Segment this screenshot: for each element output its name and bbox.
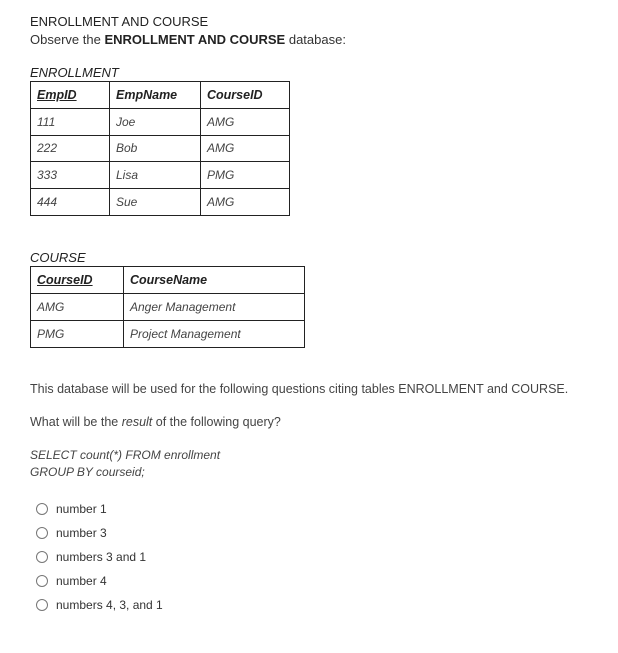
- table-cell: AMG: [31, 294, 124, 321]
- table-header-row: [31, 82, 290, 109]
- intro-text: Observe the ENROLLMENT AND COURSE database:: [30, 32, 346, 47]
- radio-button[interactable]: [36, 551, 48, 563]
- answer-option[interactable]: [36, 598, 163, 612]
- column-header-empid: EmpID: [31, 82, 110, 109]
- radio-button[interactable]: [36, 527, 48, 539]
- column-header-coursename: CourseName: [124, 267, 305, 294]
- column-header-empname: EmpName: [110, 82, 201, 109]
- course-table-label: COURSE: [30, 250, 86, 265]
- answer-option[interactable]: [36, 502, 107, 516]
- table-header-row: [31, 267, 305, 294]
- table-row: [31, 108, 290, 135]
- option-label: number 3: [56, 526, 107, 540]
- page-heading: ENROLLMENT AND COURSE: [30, 14, 209, 29]
- table-row: [31, 162, 290, 189]
- sql-query: [30, 447, 220, 481]
- table-row: [31, 321, 305, 348]
- table-cell: PMG: [31, 321, 124, 348]
- table-row: [31, 189, 290, 216]
- option-label: number 4: [56, 574, 107, 588]
- table-cell: Anger Management: [124, 294, 305, 321]
- radio-button[interactable]: [36, 575, 48, 587]
- answer-option[interactable]: [36, 550, 146, 564]
- column-header-courseid: CourseID: [31, 267, 124, 294]
- option-label: numbers 4, 3, and 1: [56, 598, 163, 612]
- sql-line: GROUP BY courseid;: [30, 465, 145, 479]
- answer-option[interactable]: [36, 574, 107, 588]
- enrollment-table-label: ENROLLMENT: [30, 65, 119, 80]
- column-header-courseid: CourseID: [201, 82, 290, 109]
- option-label: numbers 3 and 1: [56, 550, 147, 564]
- table-cell: PMG: [201, 162, 290, 189]
- table-cell: 111: [31, 108, 110, 135]
- sql-line: SELECT count(*) FROM enrollment: [30, 448, 221, 462]
- table-cell: Bob: [110, 135, 201, 162]
- table-cell: Lisa: [110, 162, 201, 189]
- table-row: [31, 135, 290, 162]
- course-table: [30, 266, 305, 348]
- table-cell: 222: [31, 135, 110, 162]
- radio-button[interactable]: [36, 503, 48, 515]
- option-label: number 1: [56, 502, 107, 516]
- question-text: What will be the result of the following query?: [30, 415, 281, 429]
- table-cell: Project Management: [124, 321, 305, 348]
- table-cell: Joe: [110, 108, 201, 135]
- table-cell: AMG: [201, 108, 290, 135]
- table-row: [31, 294, 305, 321]
- table-cell: 444: [31, 189, 110, 216]
- table-cell: AMG: [201, 189, 290, 216]
- table-cell: Sue: [110, 189, 201, 216]
- usage-note: This database will be used for the following questions citing tables ENROLLMENT and COURSE.: [30, 382, 569, 396]
- table-cell: AMG: [201, 135, 290, 162]
- radio-button[interactable]: [36, 599, 48, 611]
- answer-option[interactable]: [36, 526, 107, 540]
- enrollment-table: [30, 81, 290, 216]
- table-cell: 333: [31, 162, 110, 189]
